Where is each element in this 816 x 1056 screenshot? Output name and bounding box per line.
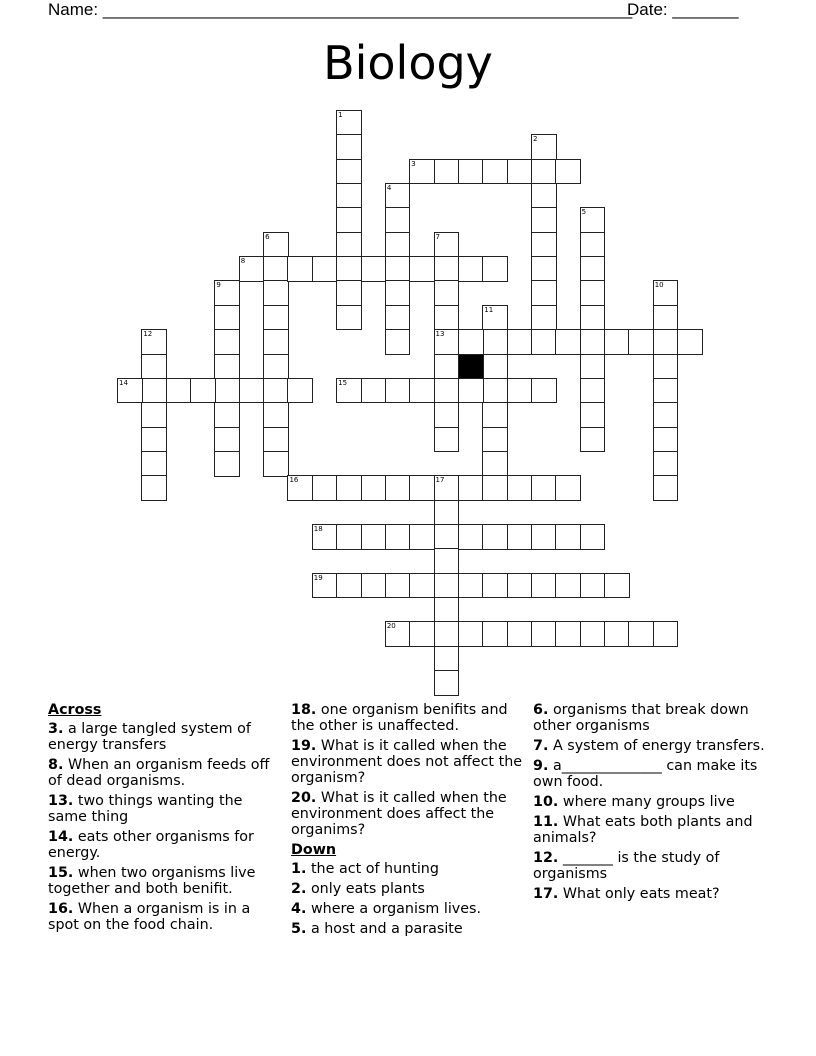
- grid-cell[interactable]: [482, 427, 508, 453]
- grid-cell[interactable]: [361, 524, 387, 550]
- cell-number: 16: [289, 476, 299, 485]
- clue-text: What eats both plants and animals?: [533, 814, 753, 846]
- clue-number: 14.: [48, 829, 74, 845]
- clue-text: What is it called when the environment does affect the organims?: [291, 790, 507, 838]
- grid-cell[interactable]: [531, 159, 557, 185]
- grid-cell[interactable]: [239, 256, 265, 282]
- grid-cell[interactable]: [434, 597, 460, 623]
- grid-cell[interactable]: [482, 475, 508, 501]
- grid-cell[interactable]: [336, 378, 362, 404]
- grid-cell[interactable]: [555, 573, 581, 599]
- cell-number: 6: [265, 232, 270, 241]
- grid-cell[interactable]: [312, 475, 338, 501]
- grid-cell[interactable]: [141, 354, 167, 380]
- grid-cell[interactable]: [190, 378, 216, 404]
- grid-cell[interactable]: [117, 378, 143, 404]
- cell-number: 17: [435, 476, 445, 485]
- cell-number: 5: [581, 208, 587, 217]
- grid-cell[interactable]: [580, 232, 606, 258]
- grid-cell[interactable]: [531, 134, 557, 160]
- grid-cell[interactable]: [385, 305, 411, 331]
- grid-cell[interactable]: [458, 475, 484, 501]
- grid-cell[interactable]: [287, 256, 313, 282]
- grid-cell[interactable]: [580, 378, 606, 404]
- clue-number: 15.: [48, 865, 74, 881]
- grid-cell[interactable]: [653, 280, 679, 306]
- grid-cell[interactable]: [653, 402, 679, 428]
- cell-number: 4: [386, 184, 392, 193]
- grid-cell[interactable]: [482, 305, 508, 331]
- clue-number: 18.: [291, 702, 317, 718]
- grid-cell[interactable]: [214, 305, 240, 331]
- grid-cell[interactable]: [214, 354, 240, 380]
- grid-cell[interactable]: [531, 305, 557, 331]
- grid-cell[interactable]: [555, 159, 581, 185]
- across-heading: Across: [48, 702, 102, 718]
- grid-cell[interactable]: [385, 378, 411, 404]
- clue-text: When an organism feeds off of dead organisms.: [48, 757, 270, 789]
- grid-cell[interactable]: [361, 256, 387, 282]
- clue-number: 4.: [291, 901, 307, 917]
- grid-cell[interactable]: [434, 232, 460, 258]
- clue-number: 5.: [291, 921, 307, 937]
- grid-cell[interactable]: [434, 378, 460, 404]
- grid-cell[interactable]: [482, 524, 508, 550]
- clue-down-item: [533, 886, 769, 902]
- grid-cell[interactable]: [336, 475, 362, 501]
- grid-cell[interactable]: [287, 378, 313, 404]
- grid-cell[interactable]: [214, 451, 240, 477]
- grid-cell[interactable]: [531, 256, 557, 282]
- down-heading: Down: [291, 842, 337, 858]
- grid-cell[interactable]: [434, 354, 460, 380]
- grid-cell[interactable]: [385, 183, 411, 209]
- grid-cell[interactable]: [434, 646, 460, 672]
- clue-down-item: [533, 702, 769, 734]
- grid-cell[interactable]: [434, 500, 460, 526]
- grid-cell[interactable]: [458, 573, 484, 599]
- clue-down-item: [533, 738, 769, 754]
- grid-cell[interactable]: [263, 232, 289, 258]
- clue-number: 2.: [291, 881, 307, 897]
- grid-cell[interactable]: [434, 670, 460, 696]
- clue-column-3: [533, 702, 769, 906]
- grid-cell[interactable]: [263, 256, 289, 282]
- grid-cell[interactable]: [458, 524, 484, 550]
- grid-cell[interactable]: [263, 354, 289, 380]
- grid-cell[interactable]: [434, 402, 460, 428]
- grid-cell[interactable]: [555, 621, 581, 647]
- cell-number: 1: [338, 111, 343, 119]
- grid-cell[interactable]: [482, 402, 508, 428]
- grid-cell[interactable]: [434, 475, 460, 501]
- grid-cell[interactable]: [555, 475, 581, 501]
- grid-cell[interactable]: [653, 305, 679, 331]
- grid-cell[interactable]: [482, 354, 508, 380]
- grid-cell[interactable]: [385, 524, 411, 550]
- clue-down-item: [291, 861, 527, 877]
- grid-cell[interactable]: [336, 134, 362, 160]
- grid-cell[interactable]: [409, 524, 435, 550]
- cell-number: 11: [484, 305, 494, 314]
- clue-down-item: [291, 881, 527, 897]
- grid-cell[interactable]: [653, 329, 679, 355]
- grid-cell[interactable]: [385, 573, 411, 599]
- grid-cell[interactable]: [312, 573, 338, 599]
- grid-cell[interactable]: [214, 378, 240, 404]
- grid-cell[interactable]: [482, 573, 508, 599]
- grid-cell[interactable]: [434, 621, 460, 647]
- cell-number: 3: [411, 159, 416, 168]
- clue-text: What is it called when the environment does not affect the organism?: [291, 738, 523, 786]
- grid-cell[interactable]: [580, 305, 606, 331]
- grid-cell[interactable]: [580, 256, 606, 282]
- grid-cell[interactable]: [239, 378, 265, 404]
- clue-text: when two organisms live together and both benifit.: [48, 865, 256, 897]
- grid-cell[interactable]: [458, 256, 484, 282]
- clue-number: 20.: [291, 790, 317, 806]
- clue-number: 11.: [533, 814, 559, 830]
- grid-cell[interactable]: [263, 329, 289, 355]
- grid-cell[interactable]: [263, 427, 289, 453]
- grid-cell[interactable]: [385, 256, 411, 282]
- clue-text: What only eats meat?: [562, 886, 720, 902]
- grid-cell[interactable]: [312, 256, 338, 282]
- grid-cell[interactable]: [482, 451, 508, 477]
- clue-number: 1.: [291, 861, 307, 877]
- grid-cell[interactable]: [580, 573, 606, 599]
- grid-cell[interactable]: [434, 548, 460, 574]
- cell-number: 12: [143, 330, 153, 339]
- clue-number: 7.: [533, 738, 549, 754]
- grid-cell[interactable]: [531, 573, 557, 599]
- grid-cell[interactable]: [507, 159, 533, 185]
- clue-number: 8.: [48, 757, 64, 773]
- clue-down-item: [291, 901, 527, 917]
- clue-number: 3.: [48, 721, 64, 737]
- grid-cell[interactable]: [434, 159, 460, 185]
- grid-cell[interactable]: [580, 354, 606, 380]
- clue-across-item: [48, 757, 284, 789]
- cell-number: 8: [240, 257, 246, 266]
- grid-cell[interactable]: [531, 524, 557, 550]
- grid-cell[interactable]: [653, 475, 679, 501]
- clue-number: 19.: [291, 738, 317, 754]
- clue-number: 6.: [533, 702, 549, 718]
- black-cell: [458, 354, 484, 380]
- clue-across-item: [48, 865, 284, 897]
- clue-text: a______________ can make its own food.: [533, 758, 758, 790]
- grid-cell[interactable]: [580, 207, 606, 233]
- clue-down-item: [533, 814, 769, 846]
- clue-text: A system of energy transfers.: [552, 738, 765, 754]
- grid-cell[interactable]: [434, 256, 460, 282]
- grid-cell[interactable]: [507, 524, 533, 550]
- grid-cell[interactable]: [653, 427, 679, 453]
- grid-cell[interactable]: [409, 573, 435, 599]
- grid-cell[interactable]: [653, 354, 679, 380]
- grid-cell[interactable]: [604, 621, 630, 647]
- grid-cell[interactable]: [409, 378, 435, 404]
- grid-cell[interactable]: [604, 329, 630, 355]
- grid-cell[interactable]: [653, 621, 679, 647]
- grid-cell[interactable]: [507, 329, 533, 355]
- grid-cell[interactable]: [580, 427, 606, 453]
- clue-number: 17.: [533, 886, 559, 902]
- clue-text: eats other organisms for energy.: [48, 829, 254, 861]
- grid-cell[interactable]: [604, 573, 630, 599]
- grid-cell[interactable]: [507, 621, 533, 647]
- grid-cell[interactable]: [677, 329, 703, 355]
- grid-cell[interactable]: [263, 378, 289, 404]
- cell-number: 15: [338, 378, 348, 387]
- cell-number: 9: [216, 281, 221, 290]
- clue-across-item: [48, 901, 284, 933]
- clue-across-item: [48, 829, 284, 861]
- grid-cell[interactable]: [336, 524, 362, 550]
- grid-cell[interactable]: [263, 305, 289, 331]
- grid-cell[interactable]: [458, 159, 484, 185]
- grid-cell[interactable]: [312, 524, 338, 550]
- clue-column-2: [291, 702, 527, 941]
- grid-cell[interactable]: [531, 183, 557, 209]
- grid-cell[interactable]: [653, 378, 679, 404]
- grid-cell[interactable]: [434, 524, 460, 550]
- grid-cell[interactable]: [336, 573, 362, 599]
- clue-text: When a organism is in a spot on the food chain.: [48, 901, 251, 933]
- grid-cell[interactable]: [336, 256, 362, 282]
- clue-text: one organism benifits and the other is unaffected.: [291, 702, 508, 734]
- cell-number: 7: [435, 232, 441, 241]
- grid-cell[interactable]: [141, 427, 167, 453]
- grid-cell[interactable]: [531, 329, 557, 355]
- grid-cell[interactable]: [361, 378, 387, 404]
- grid-cell[interactable]: [361, 573, 387, 599]
- grid-cell[interactable]: [361, 475, 387, 501]
- grid-cell[interactable]: [214, 280, 240, 306]
- cell-number: 13: [435, 330, 445, 339]
- grid-cell[interactable]: [555, 524, 581, 550]
- grid-cell[interactable]: [263, 402, 289, 428]
- cell-number: 19: [313, 573, 323, 582]
- grid-cell[interactable]: [580, 329, 606, 355]
- grid-cell[interactable]: [409, 621, 435, 647]
- grid-cell[interactable]: [385, 329, 411, 355]
- page-title: Biology: [323, 36, 493, 90]
- name-field-label: Name: ________________________________________________________: [48, 0, 633, 19]
- clue-down-item: [291, 921, 527, 937]
- cell-number: 2: [532, 135, 538, 144]
- grid-cell[interactable]: [141, 451, 167, 477]
- clue-down-item: [533, 794, 769, 810]
- clue-text: a host and a parasite: [310, 921, 463, 937]
- grid-cell[interactable]: [580, 402, 606, 428]
- clue-text: a large tangled system of energy transfers: [48, 721, 251, 753]
- grid-cell[interactable]: [580, 280, 606, 306]
- grid-cell[interactable]: [385, 232, 411, 258]
- grid-cell[interactable]: [214, 427, 240, 453]
- clue-text: two things wanting the same thing: [48, 793, 243, 825]
- grid-cell[interactable]: [263, 451, 289, 477]
- grid-cell[interactable]: [434, 427, 460, 453]
- clue-number: 12.: [533, 850, 559, 866]
- clue-text: where a organism lives.: [310, 901, 482, 917]
- grid-cell[interactable]: [507, 378, 533, 404]
- grid-cell[interactable]: [434, 329, 460, 355]
- grid-cell[interactable]: [141, 378, 167, 404]
- grid-cell[interactable]: [336, 280, 362, 306]
- clue-number: 13.: [48, 793, 74, 809]
- date-field-label: Date: _______: [627, 0, 739, 19]
- clue-across-item: [48, 721, 284, 753]
- grid-cell[interactable]: [409, 256, 435, 282]
- clue-down-item: [533, 850, 769, 882]
- grid-cell[interactable]: [385, 475, 411, 501]
- grid-cell[interactable]: [580, 524, 606, 550]
- cell-number: 10: [654, 281, 664, 290]
- grid-cell[interactable]: [482, 621, 508, 647]
- grid-cell[interactable]: [141, 475, 167, 501]
- grid-cell[interactable]: [482, 159, 508, 185]
- grid-cell[interactable]: [336, 207, 362, 233]
- grid-cell[interactable]: [336, 305, 362, 331]
- grid-cell[interactable]: [531, 207, 557, 233]
- grid-cell[interactable]: [214, 329, 240, 355]
- grid-cell[interactable]: [531, 378, 557, 404]
- grid-cell[interactable]: [653, 451, 679, 477]
- grid-cell[interactable]: [458, 378, 484, 404]
- clue-down-item: [533, 758, 769, 790]
- grid-cell[interactable]: [482, 329, 508, 355]
- grid-cell[interactable]: [166, 378, 192, 404]
- grid-cell[interactable]: [141, 402, 167, 428]
- grid-cell[interactable]: [507, 573, 533, 599]
- grid-cell[interactable]: [628, 621, 654, 647]
- clue-text: _______ is the study of organisms: [533, 850, 720, 882]
- grid-cell[interactable]: [531, 232, 557, 258]
- grid-cell[interactable]: [531, 621, 557, 647]
- clue-across-item: [48, 793, 284, 825]
- grid-cell[interactable]: [214, 402, 240, 428]
- cell-number: 18: [313, 524, 323, 533]
- grid-cell[interactable]: [263, 280, 289, 306]
- grid-cell[interactable]: [628, 329, 654, 355]
- grid-cell[interactable]: [458, 329, 484, 355]
- grid-cell[interactable]: [507, 475, 533, 501]
- clue-number: 10.: [533, 794, 559, 810]
- grid-cell[interactable]: [141, 329, 167, 355]
- grid-cell[interactable]: [385, 621, 411, 647]
- grid-cell[interactable]: [336, 159, 362, 185]
- clue-number: 9.: [533, 758, 549, 774]
- grid-cell[interactable]: [409, 475, 435, 501]
- grid-cell[interactable]: [580, 621, 606, 647]
- grid-cell[interactable]: [336, 232, 362, 258]
- grid-cell[interactable]: [555, 329, 581, 355]
- grid-cell[interactable]: [409, 159, 435, 185]
- clue-text: only eats plants: [310, 881, 425, 897]
- clue-column-1: [48, 702, 284, 937]
- cell-number: 14: [119, 378, 128, 387]
- grid-cell[interactable]: [336, 183, 362, 209]
- cell-number: 20: [386, 622, 396, 631]
- grid-cell[interactable]: [434, 305, 460, 331]
- clue-number: 16.: [48, 901, 74, 917]
- clue-across-item: [291, 790, 527, 838]
- clue-text: organisms that break down other organisms: [533, 702, 749, 734]
- clue-text: where many groups live: [562, 794, 735, 810]
- grid-cell[interactable]: [385, 207, 411, 233]
- grid-cell[interactable]: [287, 475, 313, 501]
- grid-cell[interactable]: [434, 573, 460, 599]
- grid-cell[interactable]: [531, 280, 557, 306]
- grid-cell[interactable]: [385, 280, 411, 306]
- grid-cell[interactable]: [482, 378, 508, 404]
- grid-cell[interactable]: [458, 621, 484, 647]
- grid-cell[interactable]: [531, 475, 557, 501]
- grid-cell[interactable]: [434, 280, 460, 306]
- grid-cell[interactable]: [336, 110, 362, 136]
- clue-across-item: [291, 702, 527, 734]
- clue-text: the act of hunting: [310, 861, 439, 877]
- clue-across-item: [291, 738, 527, 786]
- grid-cell[interactable]: [482, 256, 508, 282]
